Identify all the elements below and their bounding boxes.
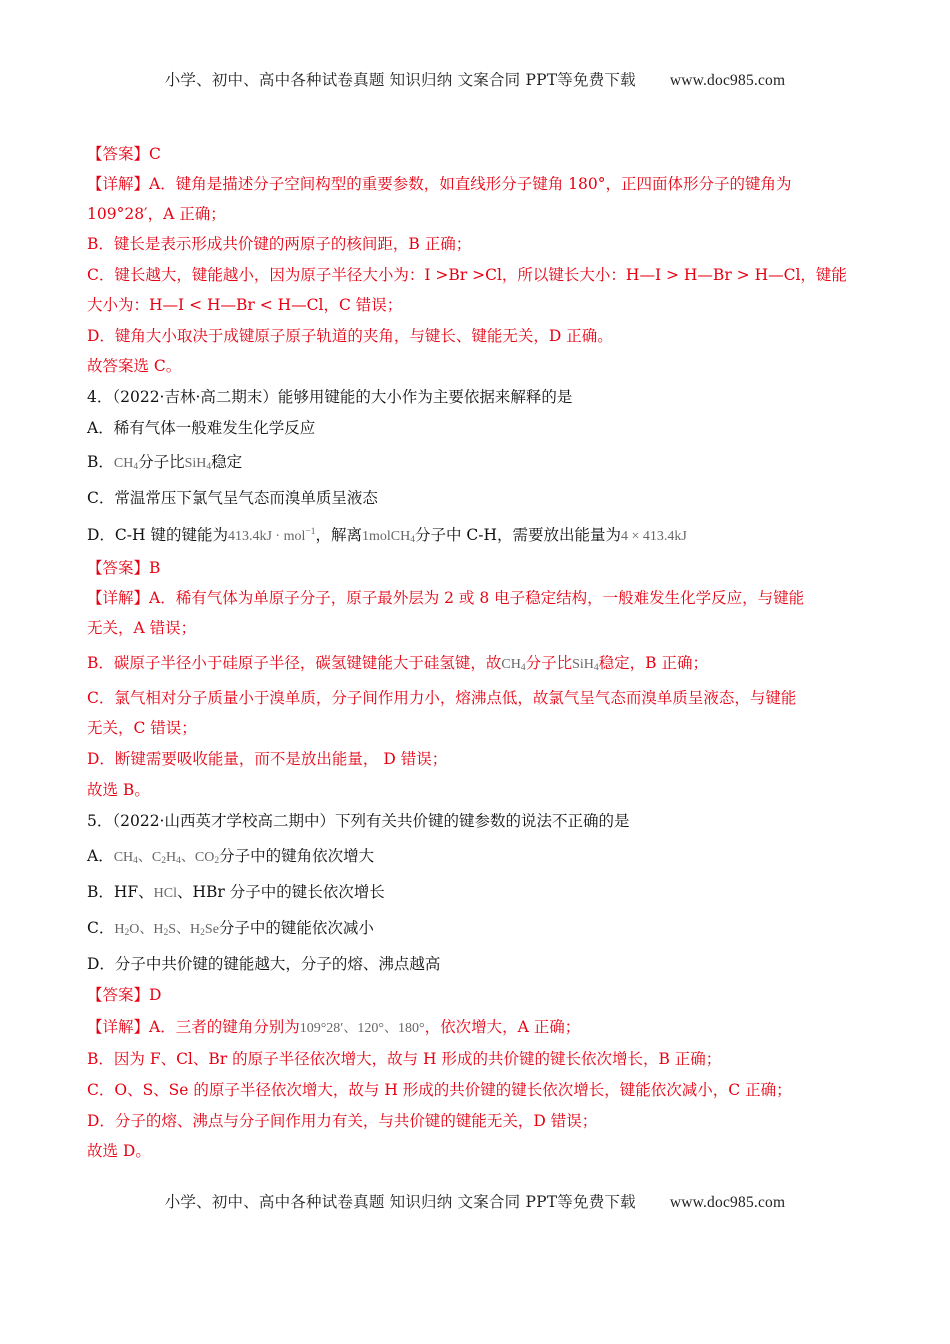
footer-site: www.doc985.com <box>669 1194 786 1211</box>
q4-conclusion: 故选 B。 <box>87 781 150 799</box>
q3-option-b: B．键长是表示形成共价键的两原子的核间距，B 正确； <box>87 235 472 253</box>
formula-ch4: $CH_4$ <box>113 850 138 866</box>
separator: 、 <box>180 850 195 865</box>
q4-detail-b-prefix: B．碳原子半径小于硅原子半径，碳氢键键能大于硅氢键，故 <box>87 654 502 672</box>
q5-detail-a <box>87 1016 863 1040</box>
formula-sih4: SiH$_4$ <box>184 456 212 472</box>
formula-co2: $CO_2$ <box>194 850 220 866</box>
q4-detail-b <box>87 652 863 679</box>
q3-conclusion: 故答案选 C。 <box>87 357 182 375</box>
angle-value-3: 180° <box>397 1021 425 1036</box>
q5-option-b <box>87 881 863 905</box>
separator: 、 <box>343 1021 358 1036</box>
page-footer <box>0 1190 950 1212</box>
q4-d-mid: ，解离 <box>315 526 362 544</box>
q4-option-c: C．常温常压下氯气呈气态而溴单质呈液态 <box>87 489 378 507</box>
q4-option-b <box>87 451 863 478</box>
q5-b-prefix: B．HF、 <box>87 883 154 901</box>
formula-hcl: HCl <box>153 886 178 901</box>
q4-b-prefix: B． <box>87 453 114 471</box>
footer-text: 小学、初中、高中各种试卷真题 知识归纳 文案合同 PPT等免费下载 <box>164 1193 636 1211</box>
separator: 、 <box>176 922 191 937</box>
q4-b-mid: 分子比 <box>138 453 185 471</box>
q5-answer: 【答案】D <box>87 986 162 1004</box>
q5-a-prefix: A． <box>87 847 114 865</box>
separator: 、 <box>383 1021 398 1036</box>
q4-stem: 4．（2022·吉林·高二期末）能够用键能的大小作为主要依据来解释的是 <box>87 388 573 406</box>
q3-option-c-line2: 大小为：H—I < H—Br < H—Cl，C 错误； <box>87 296 403 314</box>
formula-ch4: $CH_4$ <box>113 456 139 472</box>
separator: 、 <box>139 922 154 937</box>
angle-value-2: 120° <box>357 1021 384 1036</box>
separator: 、 <box>137 850 152 865</box>
q5-detail-a-prefix: 【详解】A．三者的键角分别为 <box>87 1018 300 1036</box>
q4-b-post: 稳定 <box>211 453 243 471</box>
q3-answer: 【答案】C <box>87 145 161 163</box>
formula-sih4: SiH$_4$ <box>572 657 599 673</box>
formula-c2h4: $C_2H_4$ <box>151 850 181 866</box>
formula-h2s: $H_2S$ <box>153 922 177 938</box>
q5-detail-d: D．分子的熔、沸点与分子间作用力有关，与共价键的键能无关，D 错误； <box>87 1112 598 1130</box>
q4-detail-b-mid: 分子比 <box>525 654 573 672</box>
q4-detail-d: D．断键需要吸收能量，而不是放出能量， D 错误； <box>87 750 448 768</box>
q4-detail-c-line2: 无关，C 错误； <box>87 719 197 737</box>
q4-detail-c-line1: C．氯气相对分子质量小于溴单质，分子间作用力小，熔沸点低，故氯气呈气态而溴单质呈液态，与键能 <box>87 689 797 707</box>
formula-1mol-ch4: 1molCH$_4$ <box>361 529 415 545</box>
formula-h2se: $H_2Se$ <box>190 922 219 938</box>
header-text: 小学、初中、高中各种试卷真题 知识归纳 文案合同 PPT等免费下载 <box>164 71 636 89</box>
q3-detail-line2: 109°28′，A 正确； <box>87 205 226 223</box>
formula-energy: 4 × 413.4kJ <box>621 529 687 544</box>
q5-option-c <box>87 917 863 944</box>
q4-option-a: A．稀有气体一般难发生化学反应 <box>87 419 316 437</box>
q4-answer: 【答案】B <box>87 559 161 577</box>
q3-detail-line1: 【详解】A．键角是描述分子空间构型的重要参数，如直线形分子键角 180°，正四面体形分子的键角为 <box>87 175 792 193</box>
q5-option-d: D．分子中共价键的键能越大，分子的熔、沸点越高 <box>87 955 441 973</box>
q5-a-post: 分子中的键角依次增大 <box>219 847 375 865</box>
q5-stem: 5．（2022·山西英才学校高二期中）下列有关共价键的键参数的说法不正确的是 <box>87 812 630 830</box>
q5-conclusion: 故选 D。 <box>87 1142 151 1160</box>
q4-d-mid2: 分子中 C-H，需要放出能量为 <box>414 526 622 544</box>
q4-detail-a-line2: 无关，A 错误； <box>87 619 197 637</box>
q3-option-c-line1: C．键长越大，键能越小，因为原子半径大小为：I >Br >Cl，所以键长大小：H—I > H—Br > H—Cl，键能 <box>87 266 847 284</box>
q5-detail-c: C．O、S、Se 的原子半径依次增大，故与 H 形成的共价键的键长依次增长，键能依次减小，C 正确； <box>87 1081 792 1099</box>
header-site: www.doc985.com <box>669 72 786 89</box>
formula-ch4: $CH_4$ <box>501 657 526 673</box>
q5-option-a <box>87 845 863 872</box>
page-header <box>0 68 950 90</box>
q5-c-post: 分子中的键能依次减小 <box>218 919 374 937</box>
angle-value-1: 109°28′ <box>299 1021 344 1036</box>
q5-c-prefix: C． <box>87 919 115 937</box>
q4-detail-b-post: 稳定，B 正确； <box>598 654 708 672</box>
q4-option-d <box>87 521 863 551</box>
q4-detail-a-line1: 【详解】A．稀有气体为单原子分子，原子最外层为 2 或 8 电子稳定结构，一般难发生化学反应，与键能 <box>87 589 805 607</box>
q5-b-post: 、HBr 分子中的键长依次增长 <box>177 883 385 901</box>
formula-h2o: $H_2O$ <box>114 922 140 938</box>
q5-detail-b: B．因为 F、Cl、Br 的原子半径依次增大，故与 H 形成的共价键的键长依次增长，B 正确； <box>87 1050 722 1068</box>
q4-d-prefix: D．C-H 键的键能为 <box>87 526 228 544</box>
formula-bond-energy: 413.4kJ · mol$^{-1}$ <box>227 527 316 544</box>
q5-detail-a-post: ，依次增大，A 正确； <box>424 1018 581 1036</box>
q3-option-d: D．键角大小取决于成键原子原子轨道的夹角，与键长、键能无关，D 正确。 <box>87 327 613 345</box>
